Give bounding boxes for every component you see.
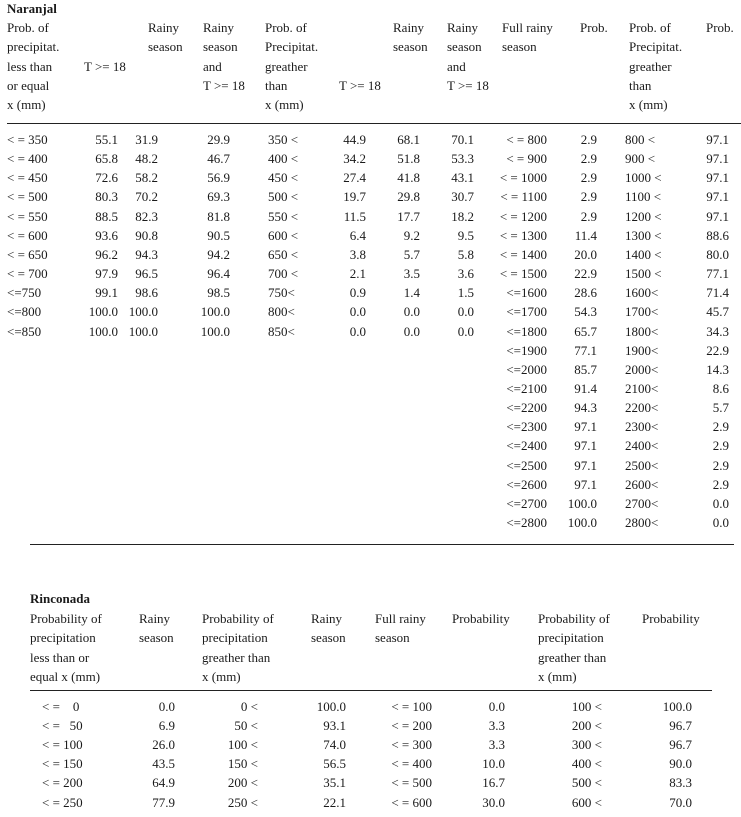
table-cell: 96.4 bbox=[207, 266, 230, 282]
table-cell: 20.0 bbox=[574, 246, 597, 262]
table-cell: 1600< bbox=[625, 285, 659, 301]
table-cell: 44.9 bbox=[343, 132, 366, 147]
table-cell: 150 < bbox=[227, 756, 258, 772]
table-cell: 100 < bbox=[227, 737, 258, 753]
table-cell: 2700< bbox=[625, 495, 659, 511]
column-header: T >= 18 bbox=[84, 58, 126, 74]
table-cell: 43.1 bbox=[451, 170, 474, 186]
table-cell: 2.9 bbox=[712, 476, 729, 492]
table-cell: 77.1 bbox=[706, 266, 729, 282]
table-cell: 83.3 bbox=[669, 775, 692, 791]
table-cell: < = 500 bbox=[391, 775, 432, 791]
table-cell: 1100 < bbox=[625, 189, 662, 205]
column-header: Probability bbox=[452, 611, 510, 626]
table-cell: <=1600 bbox=[506, 285, 547, 301]
table-cell: 31.9 bbox=[135, 132, 158, 147]
table-cell: 98.6 bbox=[135, 285, 158, 301]
table-cell: 94.2 bbox=[207, 246, 230, 262]
table-cell: 2.9 bbox=[580, 189, 597, 205]
table-cell: 90.5 bbox=[207, 227, 230, 243]
table-cell: <=2400 bbox=[506, 438, 547, 454]
table-cell: 99.1 bbox=[95, 285, 118, 301]
table-cell: 88.5 bbox=[95, 208, 118, 224]
table-cell: <=2300 bbox=[506, 419, 547, 435]
table-cell: 600 < bbox=[268, 227, 299, 243]
table-cell: 3.3 bbox=[488, 737, 505, 753]
table-cell: 41.8 bbox=[397, 170, 420, 186]
table-cell: 22.1 bbox=[323, 794, 346, 810]
table-cell: 9.5 bbox=[457, 227, 474, 243]
table-cell: 5.7 bbox=[403, 246, 420, 262]
table-cell: 72.6 bbox=[95, 170, 118, 186]
table-cell: 200 < bbox=[571, 718, 602, 734]
table-cell: 800 < bbox=[625, 132, 656, 147]
table-cell: 1500 < bbox=[625, 266, 662, 282]
table-cell: 100.0 bbox=[88, 323, 118, 339]
naranjal-title: Naranjal bbox=[7, 1, 57, 16]
table-cell: 5.7 bbox=[712, 400, 729, 416]
table-cell: <=1700 bbox=[506, 304, 547, 320]
table-cell: 97.1 bbox=[706, 208, 729, 224]
column-header: Full rainy season bbox=[375, 611, 426, 646]
table-cell: <=850 bbox=[7, 323, 42, 339]
table-cell: 100.0 bbox=[200, 304, 230, 320]
table-cell: < = 400 bbox=[391, 756, 432, 772]
table-cell: < = 1500 bbox=[499, 266, 547, 282]
table-cell: 2400< bbox=[625, 438, 659, 454]
table-cell: 1900< bbox=[625, 342, 659, 358]
table-cell: 1800< bbox=[625, 323, 659, 339]
table-bottom-rule bbox=[30, 544, 734, 545]
table-cell: 90.0 bbox=[669, 756, 692, 772]
table-cell: 97.9 bbox=[95, 266, 118, 282]
column-header: Rainy season and T >= 18 bbox=[447, 20, 489, 93]
table-cell: 97.1 bbox=[574, 457, 597, 473]
table-cell: 88.6 bbox=[706, 227, 729, 243]
table-cell: < = 200 bbox=[42, 775, 83, 791]
table-cell: 100.0 bbox=[316, 699, 346, 714]
table-cell: 500 < bbox=[571, 775, 602, 791]
table-cell: < = 800 bbox=[506, 132, 547, 147]
table-cell: <=2100 bbox=[506, 380, 547, 396]
table-cell: 2.9 bbox=[712, 457, 729, 473]
table-cell: 900 < bbox=[625, 151, 656, 167]
table-cell: 2.9 bbox=[580, 132, 597, 147]
table-cell: 2500< bbox=[625, 457, 659, 473]
table-cell: < = 700 bbox=[7, 266, 48, 282]
table-cell: 11.4 bbox=[574, 227, 597, 243]
table-cell: 3.5 bbox=[403, 266, 420, 282]
table-cell: <=2800 bbox=[506, 515, 547, 530]
table-cell: <=2600 bbox=[506, 476, 547, 492]
table-cell: 0.0 bbox=[403, 304, 420, 320]
table-cell: 0 < bbox=[240, 699, 258, 714]
column-header: Rainy season bbox=[311, 611, 346, 646]
table-cell: 0.0 bbox=[457, 323, 474, 339]
table-cell: < = 550 bbox=[7, 208, 48, 224]
table-cell: 0.0 bbox=[712, 495, 729, 511]
table-cell: 2300< bbox=[625, 419, 659, 435]
column-header: Probability bbox=[642, 611, 700, 626]
table-cell: 35.1 bbox=[323, 775, 346, 791]
table-cell: 97.1 bbox=[574, 438, 597, 454]
table-cell: 0.0 bbox=[158, 699, 175, 714]
table-cell: 2100< bbox=[625, 380, 659, 396]
table-cell: < = 600 bbox=[391, 794, 432, 810]
table-cell: 70.2 bbox=[135, 189, 158, 205]
table-cell: 2200< bbox=[625, 400, 659, 416]
table-cell: 2.9 bbox=[580, 208, 597, 224]
table-cell: < = 50 bbox=[42, 718, 83, 734]
table-cell: < = 1100 bbox=[500, 189, 547, 205]
table-cell: 2.9 bbox=[712, 438, 729, 454]
table-cell: 2.9 bbox=[712, 419, 729, 435]
table-cell: 2600< bbox=[625, 476, 659, 492]
table-cell: 500 < bbox=[268, 189, 299, 205]
table-cell: 93.6 bbox=[95, 227, 118, 243]
table-cell: 26.0 bbox=[152, 737, 175, 753]
table-cell: 100.0 bbox=[128, 323, 158, 339]
table-cell: 100.0 bbox=[128, 304, 158, 320]
table-cell: 48.2 bbox=[135, 151, 158, 167]
table-cell: 97.1 bbox=[574, 419, 597, 435]
column-header: Prob. bbox=[706, 20, 734, 35]
table-cell: 0.0 bbox=[457, 304, 474, 320]
table-cell: 34.2 bbox=[343, 151, 366, 167]
table-cell: 0.0 bbox=[712, 515, 729, 530]
table-cell: 81.8 bbox=[207, 208, 230, 224]
table-cell: 34.3 bbox=[706, 323, 729, 339]
column-header: Prob. bbox=[580, 20, 608, 35]
table-cell: 77.1 bbox=[574, 342, 597, 358]
table-cell: 27.4 bbox=[343, 170, 366, 186]
table-cell: 8.6 bbox=[712, 380, 729, 396]
table-cell: 97.1 bbox=[574, 476, 597, 492]
table-cell: <=2700 bbox=[506, 495, 547, 511]
table-cell: 30.0 bbox=[482, 794, 505, 810]
table-cell: 700 < bbox=[268, 266, 299, 282]
column-header: Prob. of Precipitat. greather than x (mm) bbox=[265, 20, 319, 113]
table-cell: 77.9 bbox=[152, 794, 175, 810]
table-cell: 94.3 bbox=[135, 246, 158, 262]
table-cell: 400 < bbox=[571, 756, 602, 772]
column-header: Prob. of Precipitat. greather than x (mm) bbox=[629, 20, 683, 113]
table-cell: 3.3 bbox=[488, 718, 505, 734]
table-cell: <=2500 bbox=[506, 457, 547, 473]
table-cell: 80.0 bbox=[706, 246, 729, 262]
table-cell: 17.7 bbox=[397, 208, 420, 224]
table-cell: 650 < bbox=[268, 246, 299, 262]
table-cell: 94.3 bbox=[574, 400, 597, 416]
table-cell: 65.7 bbox=[574, 323, 597, 339]
table-cell: < = 300 bbox=[391, 737, 432, 753]
column-header: Full rainy season bbox=[502, 20, 553, 55]
column-header: Probability of precipitation less than or equal x (mm) bbox=[30, 611, 102, 684]
table-cell: 97.1 bbox=[706, 189, 729, 205]
table-cell: 96.5 bbox=[135, 266, 158, 282]
column-header: Probability of precipitation greather than x (mm) bbox=[202, 611, 274, 684]
table-cell: 51.8 bbox=[397, 151, 420, 167]
table-cell: < = 650 bbox=[7, 246, 48, 262]
table-cell: 22.9 bbox=[706, 342, 729, 358]
table-cell: 64.9 bbox=[152, 775, 175, 791]
table-cell: 97.1 bbox=[706, 132, 729, 147]
table-cell: 0.0 bbox=[349, 304, 366, 320]
column-header: T >= 18 bbox=[339, 77, 381, 93]
table-cell: 90.8 bbox=[135, 227, 158, 243]
table-cell: 16.7 bbox=[482, 775, 505, 791]
table-cell: 2.9 bbox=[580, 170, 597, 186]
table-cell: 0.0 bbox=[488, 699, 505, 714]
table-cell: 0.9 bbox=[349, 285, 366, 301]
table-cell: 29.9 bbox=[207, 132, 230, 147]
table-cell: 43.5 bbox=[152, 756, 175, 772]
table-cell: 2.9 bbox=[580, 151, 597, 167]
header-rule bbox=[30, 690, 712, 691]
table-cell: <=1900 bbox=[506, 342, 547, 358]
table-cell: 54.3 bbox=[574, 304, 597, 320]
table-cell: 100.0 bbox=[200, 323, 230, 339]
table-cell: 2800< bbox=[625, 515, 659, 530]
table-cell: 74.0 bbox=[323, 737, 346, 753]
table-cell: < = 1300 bbox=[499, 227, 547, 243]
column-header: Rainy season bbox=[393, 20, 428, 55]
rinconada-title: Rinconada bbox=[30, 591, 90, 606]
table-cell: 97.1 bbox=[706, 151, 729, 167]
table-cell: 29.8 bbox=[397, 189, 420, 205]
table-cell: < = 400 bbox=[7, 151, 48, 167]
table-cell: 350 < bbox=[268, 132, 299, 147]
table-cell: 28.6 bbox=[574, 285, 597, 301]
table-cell: 93.1 bbox=[323, 718, 346, 734]
table-cell: 69.3 bbox=[207, 189, 230, 205]
table-cell: 0.0 bbox=[403, 323, 420, 339]
table-cell: 3.6 bbox=[457, 266, 474, 282]
table-cell: 10.0 bbox=[482, 756, 505, 772]
table-cell: 97.1 bbox=[706, 170, 729, 186]
table-cell: < = 1400 bbox=[499, 246, 547, 262]
table-cell: 300 < bbox=[571, 737, 602, 753]
table-cell: 56.9 bbox=[207, 170, 230, 186]
table-cell: 71.4 bbox=[706, 285, 729, 301]
table-cell: 100 < bbox=[571, 699, 602, 714]
table-cell: < = 250 bbox=[42, 794, 83, 810]
table-cell: < = 100 bbox=[391, 699, 432, 714]
table-cell: < = 200 bbox=[391, 718, 432, 734]
table-cell: < = 900 bbox=[506, 151, 547, 167]
table-cell: 53.3 bbox=[451, 151, 474, 167]
table-cell: 6.4 bbox=[349, 227, 366, 243]
table-cell: 1200 < bbox=[625, 208, 662, 224]
table-cell: 250 < bbox=[227, 794, 258, 810]
table-cell: 70.0 bbox=[669, 794, 692, 810]
table-cell: <=1800 bbox=[506, 323, 547, 339]
table-cell: 850< bbox=[268, 323, 295, 339]
table-cell: 68.1 bbox=[397, 132, 420, 147]
table-cell: 800< bbox=[268, 304, 295, 320]
table-cell: < = 1200 bbox=[499, 208, 547, 224]
table-cell: 65.8 bbox=[95, 151, 118, 167]
table-cell: 100.0 bbox=[567, 515, 597, 530]
table-cell: 1.5 bbox=[457, 285, 474, 301]
table-cell: 55.1 bbox=[95, 132, 118, 147]
table-cell: <=800 bbox=[7, 304, 42, 320]
table-cell: < = 100 bbox=[42, 737, 83, 753]
table-cell: 1400 < bbox=[625, 246, 662, 262]
table-cell: 3.8 bbox=[349, 246, 366, 262]
table-cell: 200 < bbox=[227, 775, 258, 791]
table-cell: < = 1000 bbox=[499, 170, 547, 186]
table-cell: 45.7 bbox=[706, 304, 729, 320]
table-cell: < = 0 bbox=[42, 699, 80, 714]
table-cell: 550 < bbox=[268, 208, 299, 224]
table-cell: 30.7 bbox=[451, 189, 474, 205]
table-cell: 600 < bbox=[571, 794, 602, 810]
table-cell: 80.3 bbox=[95, 189, 118, 205]
header-rule bbox=[7, 123, 741, 124]
table-cell: 18.2 bbox=[451, 208, 474, 224]
table-cell: 2.1 bbox=[349, 266, 366, 282]
column-header: Prob. of precipitat. less than or equal x (mm) bbox=[7, 20, 60, 113]
table-cell: 58.2 bbox=[135, 170, 158, 186]
table-cell: 96.7 bbox=[669, 737, 692, 753]
table-cell: < = 600 bbox=[7, 227, 48, 243]
table-cell: 14.3 bbox=[706, 361, 729, 377]
table-cell: 19.7 bbox=[343, 189, 366, 205]
table-cell: < = 500 bbox=[7, 189, 48, 205]
table-cell: 50 < bbox=[234, 718, 258, 734]
table-cell: 1700< bbox=[625, 304, 659, 320]
table-cell: < = 350 bbox=[7, 132, 48, 147]
table-cell: 46.7 bbox=[207, 151, 230, 167]
table-cell: 98.5 bbox=[207, 285, 230, 301]
table-cell: 100.0 bbox=[567, 495, 597, 511]
table-cell: 2000< bbox=[625, 361, 659, 377]
column-header: Probability of precipitation greather than x (mm) bbox=[538, 611, 610, 684]
table-cell: 96.2 bbox=[95, 246, 118, 262]
table-cell: < = 450 bbox=[7, 170, 48, 186]
table-cell: 6.9 bbox=[158, 718, 175, 734]
table-cell: 0.0 bbox=[349, 323, 366, 339]
table-cell: 100.0 bbox=[662, 699, 692, 714]
table-cell: 5.8 bbox=[457, 246, 474, 262]
table-cell: 1000 < bbox=[625, 170, 662, 186]
table-cell: 1.4 bbox=[403, 285, 420, 301]
table-cell: 9.2 bbox=[403, 227, 420, 243]
table-cell: 56.5 bbox=[323, 756, 346, 772]
table-cell: 400 < bbox=[268, 151, 299, 167]
table-cell: <=750 bbox=[7, 285, 42, 301]
table-cell: 82.3 bbox=[135, 208, 158, 224]
table-cell: 1300 < bbox=[625, 227, 662, 243]
table-cell: 85.7 bbox=[574, 361, 597, 377]
table-cell: 11.5 bbox=[343, 208, 366, 224]
table-cell: 70.1 bbox=[451, 132, 474, 147]
table-cell: 100.0 bbox=[88, 304, 118, 320]
table-cell: 91.4 bbox=[574, 380, 597, 396]
table-cell: < = 150 bbox=[42, 756, 83, 772]
column-header: Rainy season and T >= 18 bbox=[203, 20, 245, 93]
table-cell: <=2200 bbox=[506, 400, 547, 416]
table-cell: 96.7 bbox=[669, 718, 692, 734]
table-cell: <=2000 bbox=[506, 361, 547, 377]
table-cell: 450 < bbox=[268, 170, 299, 186]
table-cell: 750< bbox=[268, 285, 295, 301]
column-header: Rainy season bbox=[148, 20, 183, 55]
column-header: Rainy season bbox=[139, 611, 174, 646]
table-cell: 22.9 bbox=[574, 266, 597, 282]
